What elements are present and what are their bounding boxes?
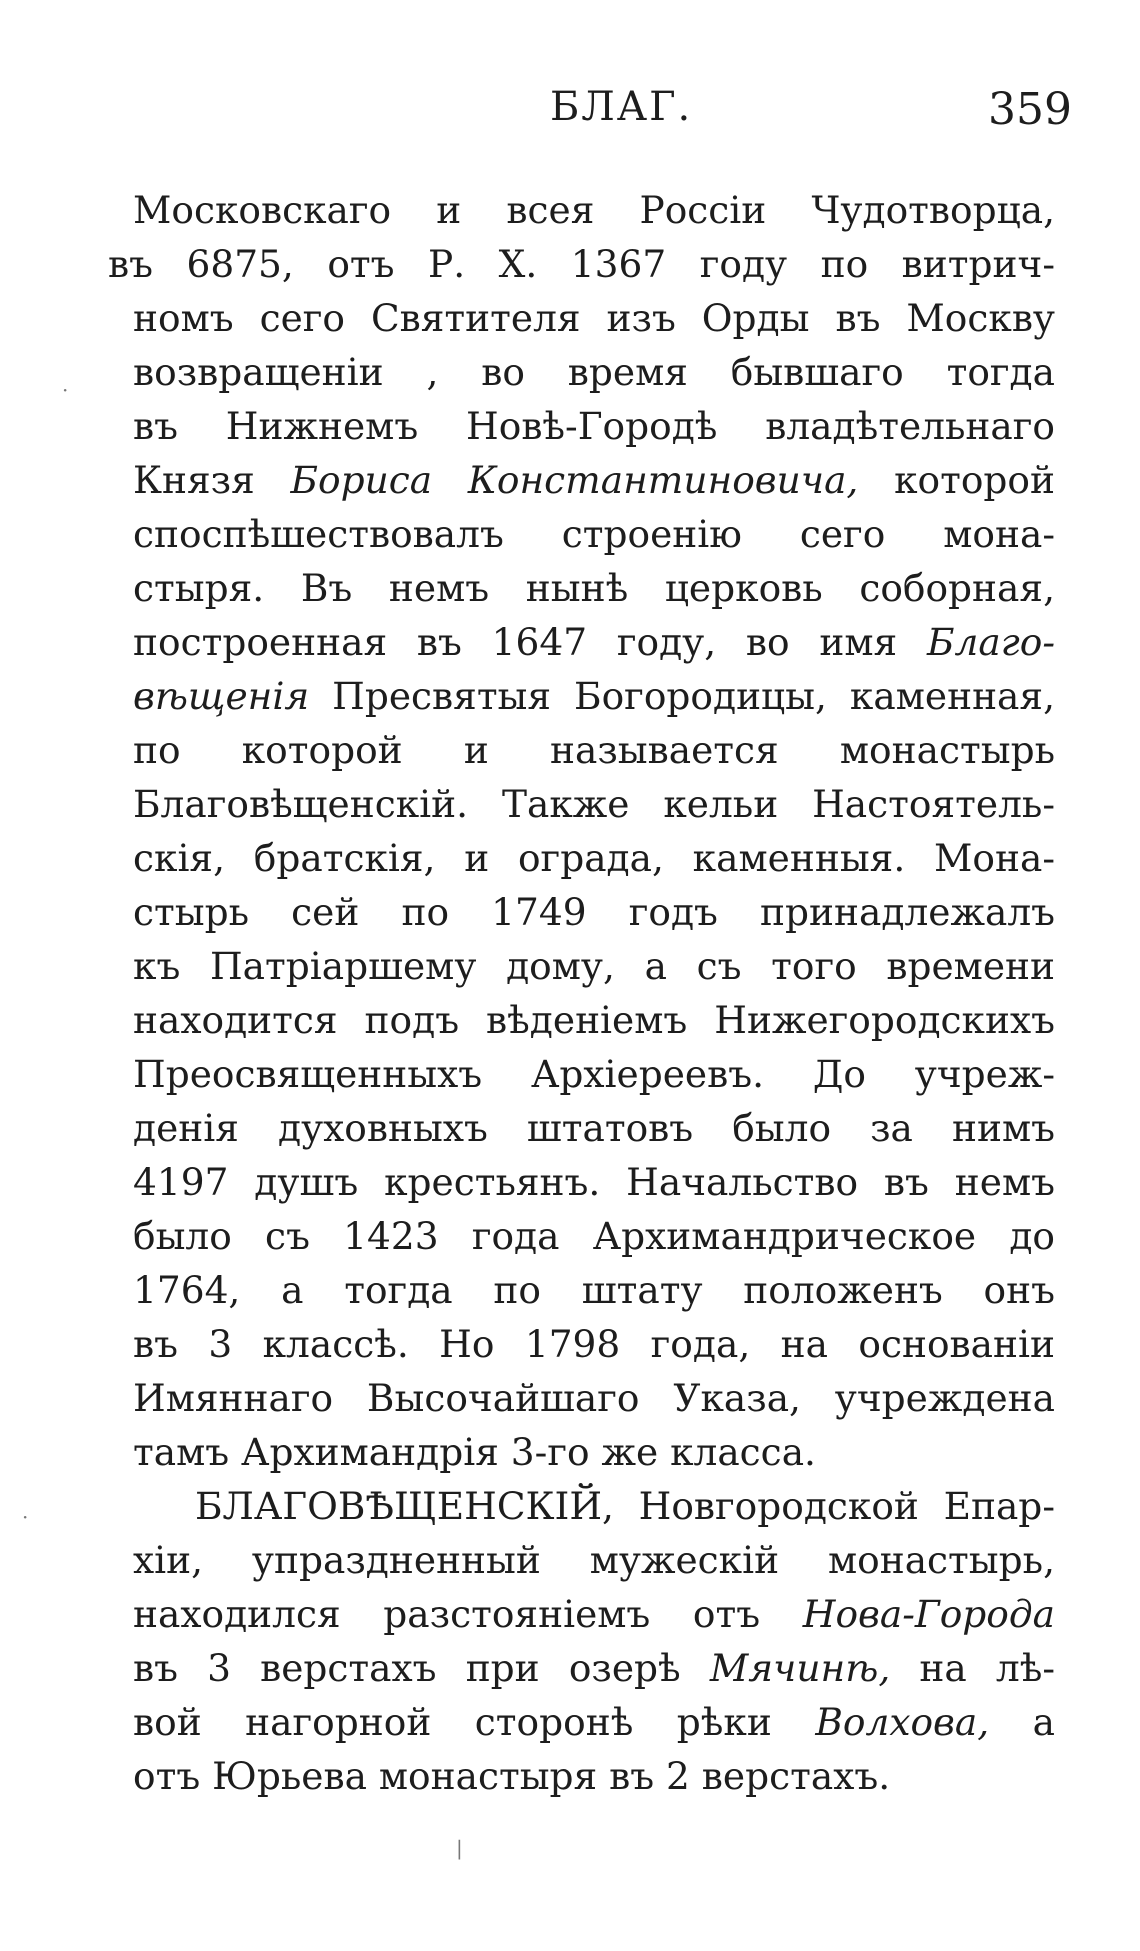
italic-run: Мячинѣ, — [709, 1646, 891, 1690]
text-line: Благовѣщенскій. Также кельи Настоятель- — [133, 782, 1055, 826]
text-line: въ Нижнемъ Новѣ-Городѣ владѣтельнаго — [133, 404, 1055, 448]
text-line: Преосвященныхъ Архіереевъ. До учреж- — [133, 1052, 1055, 1096]
text-line: хіи, упраздненный мужескій монастырь, — [133, 1538, 1055, 1582]
italic-run: Бориса Константиновича, — [290, 458, 859, 502]
text-line: находился разстояніемъ отъ Нова-Города — [133, 1592, 1055, 1636]
text-line: построенная въ 1647 году, во имя Благо- — [133, 620, 1055, 664]
text-line: денія духовныхъ штатовъ было за нимъ — [133, 1106, 1055, 1150]
text-line: находится подъ вѣденіемъ Нижегородскихъ — [133, 998, 1055, 1042]
paper-speck: | — [456, 1836, 463, 1860]
running-title: БЛАГ. — [550, 84, 693, 130]
text-line: споспѣшествовалъ строенію сего мона- — [133, 512, 1055, 556]
text-line: возвращеніи , во время бывшаго тогда — [133, 350, 1055, 394]
text-line: 1764, а тогда по штату положенъ онъ — [133, 1268, 1055, 1312]
text-line: вой нагорной сторонѣ рѣки Волхова, а — [133, 1700, 1055, 1744]
text-line: было съ 1423 года Архимандрическое до — [133, 1214, 1055, 1258]
text-line: номъ сего Святителя изъ Орды въ Москву — [133, 296, 1055, 340]
text-line: стыря. Въ немъ нынѣ церковь соборная, — [133, 566, 1055, 610]
page-number: 359 — [988, 84, 1072, 135]
italic-run: Волхова, — [815, 1700, 990, 1744]
text-line: Московскаго и всея Россіи Чудотворца, — [133, 188, 1055, 232]
text-line: 4197 душъ крестьянъ. Начальство въ немъ — [133, 1160, 1055, 1204]
body-text — [108, 183, 1055, 1803]
paper-speck: · — [62, 378, 69, 402]
italic-run: вѣщенія — [133, 674, 310, 718]
text-line: скія, братскія, и ограда, каменныя. Мона- — [133, 836, 1055, 880]
paper-speck: · — [22, 1505, 29, 1529]
text-line: вѣщенія Пресвятыя Богородицы, каменная, — [133, 674, 1055, 718]
text-line: по которой и называется монастырь — [133, 728, 1055, 772]
text-line: къ Патріаршему дому, а съ того времени — [133, 944, 1055, 988]
text-line: въ 3 верстахъ при озерѣ Мячинѣ, на лѣ- — [133, 1646, 1055, 1690]
text-line: Имяннаго Высочайшаго Указа, учреждена — [133, 1376, 1055, 1420]
italic-run: Нова-Города — [802, 1592, 1055, 1636]
text-line: Князя Бориса Константиновича, которой — [133, 458, 1055, 502]
text-line: отъ Юрьева монастыря въ 2 верстахъ. — [133, 1754, 891, 1798]
text-line: стырь сей по 1749 годъ принадлежалъ — [133, 890, 1055, 934]
text-line: БЛАГОВѢЩЕНСКІЙ, Новгородской Епар- — [195, 1484, 1055, 1528]
italic-run: Благо- — [927, 620, 1055, 664]
text-line: въ 6875, отъ Р. Х. 1367 году по витрич- — [108, 242, 1055, 286]
running-head — [120, 84, 1078, 144]
text-line: тамъ Архимандрія 3-го же класса. — [133, 1430, 816, 1474]
text-line: въ 3 классѣ. Но 1798 года, на основаніи — [133, 1322, 1055, 1366]
